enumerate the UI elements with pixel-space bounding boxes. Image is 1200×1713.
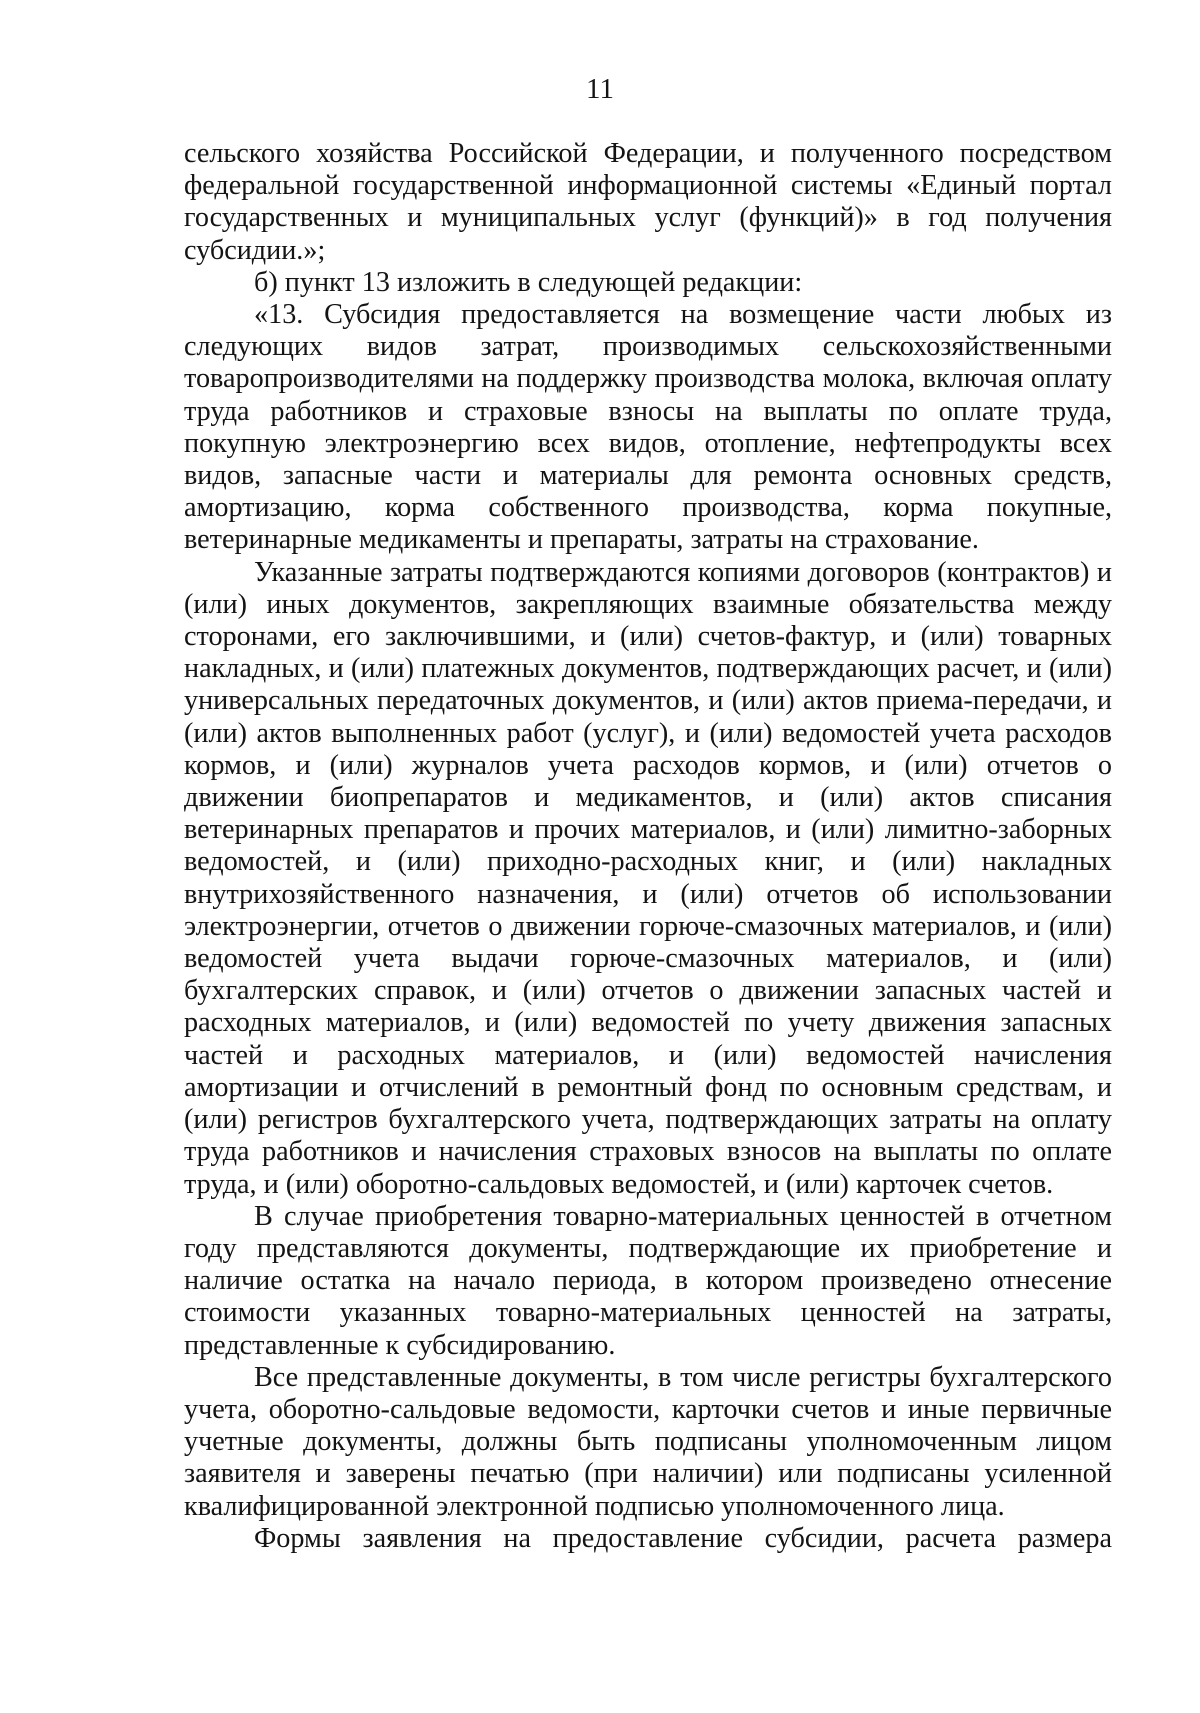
page-number: 11 [586, 73, 614, 105]
paragraph-supporting-documents: Указанные затраты подтверждаются копиями договоров (контрактов) и (или) иных документов, закрепляющих взаимные обязательства между сторонами, его заключившими, и (или) счетов-фактур, и (или) товарных накладных, и (или) платежных документов, подтверждающих расчет, и (или) универсальных передаточных документов, и (или) актов приема-передачи, и (или) актов выполненных работ (услуг), и (или) ведомостей учета расходов кормов, и (или) журналов учета расходов кормов, и (или) отчетов о движении биопрепаратов и медикаментов, и (или) актов списания ветеринарных препаратов и прочих материалов, и (или) лимитно-заборных ведомостей, и (или) приходно-расходных книг, и (или) накладных внутрихозяйственного назначения, и (или) отчетов об использовании электроэнергии, отчетов о движении горюче-смазочных материалов, и (или) ведомостей учета выдачи горюче-смазочных материалов, и (или) бухгалтерских справок, и (или) отчетов о движении запасных частей и расходных материалов, и (или) ведомостей по учету движения запасных частей и расходных материалов, и (или) ведомостей начисления амортизации и отчислений в ремонтный фонд по основным средствам, и (или) регистров бухгалтерского учета, подтверждающих затраты на оплату труда работников и начисления страховых взносов на выплаты по оплате труда, и (или) оборотно-сальдовых ведомостей, и (или) карточек счетов. [184, 556, 1112, 1200]
document-body [184, 138, 1112, 1555]
paragraph-signature-requirements: Все представленные документы, в том числе регистры бухгалтерского учета, оборотно-сальдовые ведомости, карточки счетов и иные первичные учетные документы, должны быть подписаны уполномоченным лицом заявителя и заверены печатью (при наличии) или подписаны усиленной квалифицированной электронной подписью уполномоченного лица. [184, 1361, 1112, 1522]
paragraph-amendment-b: б) пункт 13 изложить в следующей редакции: [254, 266, 803, 298]
paragraph-continuation: сельского хозяйства Российской Федерации, и полученного посредством федеральной государственной информационной системы «Единый портал государственных и муниципальных услуг (функций)» в год получения субсидии.»; [184, 138, 1112, 266]
paragraph-acquisition-case: В случае приобретения товарно-материальных ценностей в отчетном году представляются документы, подтверждающие их приобретение и наличие остатка на начало периода, в котором произведено отнесение стоимости указанных товарно-материальных ценностей на затраты, представленные к субсидированию. [184, 1200, 1112, 1361]
paragraph-clause-13: «13. Субсидия предоставляется на возмещение части любых из следующих видов затрат, производимых сельскохозяйственными товаропроизводителями на поддержку производства молока, включая оплату труда работников и страховые взносы на выплаты по оплате труда, покупную электроэнергию всех видов, отопление, нефтепродукты всех видов, запасные части и материалы для ремонта основных средств, амортизацию, корма собственного производства, корма покупные, ветеринарные медикаменты и препараты, затраты на страхование. [184, 299, 1112, 556]
paragraph-forms: Формы заявления на предоставление субсидии, расчета размера [254, 1522, 1112, 1554]
